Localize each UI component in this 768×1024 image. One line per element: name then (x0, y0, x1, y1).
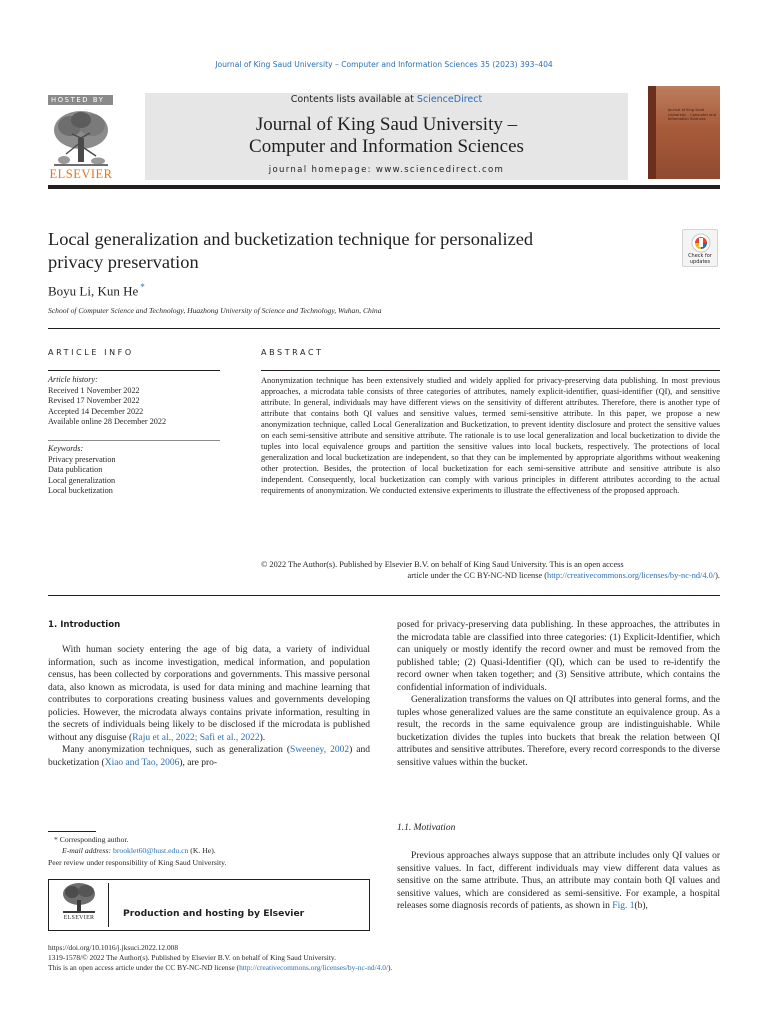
history-label: Article history: (48, 375, 98, 384)
figure-link[interactable]: Fig. 1 (612, 901, 635, 912)
masthead-rule (48, 185, 720, 189)
check-for-updates-badge[interactable] (682, 229, 718, 267)
section-heading-introduction: 1. Introduction (48, 620, 121, 630)
elsevier-wordmark: ELSEVIER (49, 167, 113, 181)
journal-cover-spine (648, 86, 656, 179)
footer-license-link[interactable]: http://creativecommons.org/licenses/by-nc-nd/4.0/ (239, 963, 388, 972)
history-received: Received 1 November 2022 (48, 385, 140, 395)
intro-p2-c: ), are pro- (179, 757, 218, 768)
section-heading-motivation: 1.1. Motivation (397, 823, 456, 833)
contents-prefix: Contents lists available at (290, 94, 417, 105)
email-link[interactable]: brooklet60@hust.edu.cn (112, 846, 189, 855)
crossmark-label-1: Check for (688, 253, 712, 259)
elsevier-mini-tree-logo (60, 882, 98, 914)
license-link[interactable]: http://creativecommons.org/licenses/by-nc-nd/4.0/ (547, 571, 716, 581)
article-history (48, 375, 220, 428)
keywords-label: Keywords: (48, 444, 84, 453)
title-rule (48, 328, 720, 329)
intro-paragraph-1 (48, 644, 370, 744)
history-online: Available online 28 December 2022 (48, 417, 167, 427)
intro-p1-end: ). (259, 732, 266, 743)
article-info-rule (48, 370, 220, 371)
license-line (48, 963, 392, 973)
abstract-heading: ABSTRACT (261, 348, 324, 357)
affiliation: School of Computer Science and Technology, Huazhong University of Science and Technology, Wuhan, China (48, 306, 382, 315)
journal-homepage[interactable]: journal homepage: www.sciencedirect.com (268, 165, 505, 175)
keyword-item: Privacy preservation (48, 454, 116, 464)
right-column-top (397, 619, 720, 770)
footnote-email (62, 845, 216, 856)
journal-title (145, 114, 628, 158)
left-column (48, 644, 370, 769)
copyright-line1: © 2022 The Author(s). Published by Elsevier B.V. on behalf of King Saud University. This is an open access (261, 560, 624, 569)
contents-line (145, 94, 628, 105)
intro-p1-text: With human society entering the age of big data, a variety of individual information, such as income investigation, medical information, and population census, has been collected by corporations and governments. This massive personal data, also known as microdata, is used for data mining and machine learning that contributes to corporations creating business values and governments developing policies. However, the microdata always contains private information, resulting in the secrets of individuals being likely to be disclosed if the microdata is published without any disguise ( (48, 645, 370, 743)
keywords-block (48, 444, 220, 497)
copyright-line2 (261, 570, 720, 581)
footnote-rule (48, 831, 96, 832)
crossmark-label-2: updates (689, 259, 711, 265)
hosted-by-label: HOSTED BY (48, 95, 113, 105)
intro-p2-a: Many anonymization techniques, such as generalization ( (62, 745, 291, 756)
footnote-peer-review: Peer review under responsibility of King Saud University. (48, 858, 227, 867)
journal-cover-thumbnail[interactable] (648, 86, 720, 179)
intro-p2-b: ) and bucketization ( (48, 745, 370, 768)
copyright-line2-suffix: ). (715, 571, 720, 581)
license-suffix: ). (387, 963, 393, 972)
mini-elsevier-wordmark: ELSEVIER (63, 915, 95, 921)
footnote-corresponding-text: Corresponding author. (59, 835, 129, 844)
motivation-paragraph-1 (397, 850, 720, 913)
copyright-line2-prefix: article under the CC BY-NC-ND license ( (407, 571, 548, 581)
article-title (48, 228, 618, 273)
history-accepted: Accepted 14 December 2022 (48, 406, 144, 416)
intro-paragraph-4: Generalization transforms the values on QI attributes into general forms, and the tuples whose generalized values are the same constitute an equivalence group. As a result, the records in the same equivalence group are indistinguishable. While bucketization divides the tuples into buckets that break the relation between QI attributes and sensitive attributes. Therefore, every record corresponds to the diverse sensitive values within the bucket. (397, 695, 720, 769)
footnote-corresponding: * Corresponding author. (54, 835, 129, 844)
abstract-text: Anonymization technique has been extensively studied and widely applied for privacy-preserving data publishing. In most previous approaches, a microdata table consists of three categories of attributes, namely explicit-identifier, quasi-identifier (QI), and sensitive attribute. In general, individuals may have different views on the sensitivity of different attributes. Therefore, there is another type of attribute that contains both QI values and sensitive values, termed semi-sensitive attribute. In this paper, we propose a new anonymization technique, called Local Generalization and Bucketization, to prevent identity disclosure and protect the sensitive values on each semi-sensitive attribute and sensitive attribute. The rationale is to use local generalization and local bucketization to divide the tuples into local equivalence groups and partition the sensitive values into local buckets, respectively. The protections of local generalization and local bucketization are independent, so that they can be implemented by appropriate algorithms without weakening other protection. Besides, the protection of local bucketization for each semi-sensitive attribute and sensitive attribute is also independent. Consequently, local bucketization can comply with various principles in different attributes according to the actual requirements of anonymization. We conducted extensive experiments to illustrate the effectiveness of the proposed approach. (261, 376, 720, 496)
corresponding-author-marker[interactable]: * (140, 282, 145, 292)
article-info-heading: ARTICLE INFO (48, 348, 134, 357)
production-box-divider (108, 883, 109, 927)
article-title-line2: privacy preservation (48, 251, 199, 272)
keyword-item: Data publication (48, 465, 103, 475)
abstract-rule (261, 370, 720, 371)
elsevier-tree-logo (50, 108, 112, 168)
authors-text: Boyu Li, Kun He (48, 283, 139, 299)
abstract-copyright (261, 559, 720, 581)
sciencedirect-link[interactable]: ScienceDirect (416, 94, 483, 105)
citation-link[interactable]: Raju et al., 2022; Safi et al., 2022 (132, 732, 260, 743)
journal-title-line1: Journal of King Saud University – (255, 114, 518, 135)
keyword-item: Local bucketization (48, 486, 113, 496)
doi-link[interactable]: https://doi.org/10.1016/j.jksuci.2022.12.008 (48, 943, 179, 952)
article-info-divider (48, 440, 220, 441)
journal-cover-title: Journal of King Saud University – Computer and Information Sciences (668, 108, 716, 122)
intro-paragraph-2 (48, 744, 370, 769)
citation-link[interactable]: Sweeney, 2002 (290, 745, 350, 756)
journal-title-line2: Computer and Information Sciences (249, 136, 524, 157)
running-head[interactable]: Journal of King Saud University – Computer and Information Sciences 35 (2023) 393–404 (215, 60, 553, 69)
production-hosting-text: Production and hosting by Elsevier (123, 908, 305, 919)
citation-link[interactable]: Xiao and Tao, 2006 (104, 757, 180, 768)
history-revised: Revised 17 November 2022 (48, 396, 140, 406)
keyword-item: Local generalization (48, 475, 116, 485)
article-title-line1: Local generalization and bucketization technique for personalized (48, 229, 534, 249)
email-suffix: (K. He). (188, 846, 216, 855)
motivation-p1-a: Previous approaches always suppose that an attribute includes only QI values or sensitive values. In fact, different individuals may view different data values as sensitive on the same attribute. Thus, an attribute may contain both QI values and sensitive values, which are considered as semi-sensitive. For example, a hospital releases some diagnosis records of patients, as shown in (397, 851, 720, 912)
license-prefix: This is an open access article under the CC BY-NC-ND license ( (48, 963, 240, 972)
issn-line: 1319-1578/© 2022 The Author(s). Published by Elsevier B.V. on behalf of King Saud University. (48, 953, 336, 962)
right-column-bottom (397, 850, 720, 913)
author-list (48, 282, 145, 299)
email-label: E-mail address: (62, 846, 113, 855)
intro-paragraph-3: posed for privacy-preserving data publishing. In these approaches, the attributes in the microdata table are classified into three categories: (1) Explicit-Identifier, which can uniquely or mostly identify the record owner and must be removed from the published table; (2) Quasi-Identifier (QI), which can be used to re-identify the record owner when taken together; and (3) Sensitive attribute, which contains the confidential information of individuals. (397, 620, 720, 693)
abstract-bottom-rule (48, 595, 720, 596)
motivation-p1-b: (b), (634, 901, 648, 912)
